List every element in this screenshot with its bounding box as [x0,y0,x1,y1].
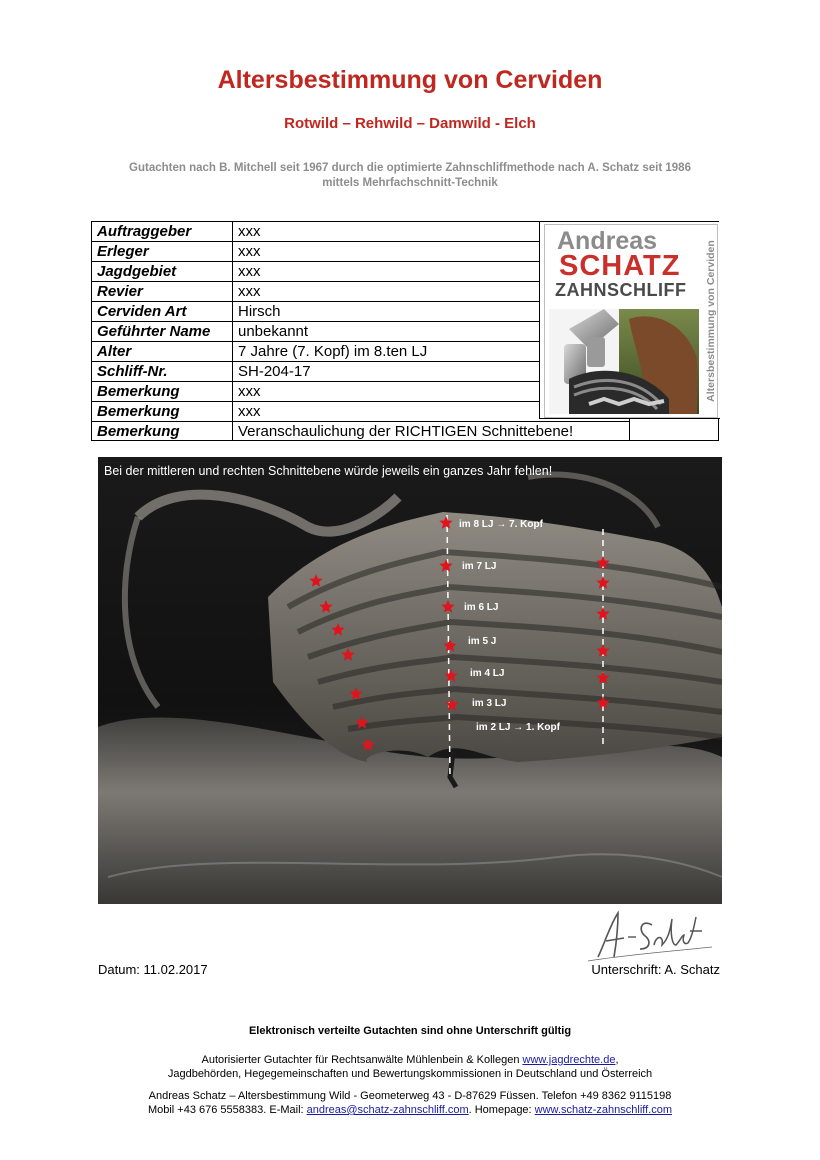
growth-line-label: im 6 LJ [464,602,499,613]
auth-text: Autorisierter Gutachter für Rechtsanwälte Mühlenbein & Kollegen [201,1054,523,1066]
field-value: Veranschaulichung der RICHTIGEN Schnittebene! [233,422,630,442]
homepage-link[interactable]: www.schatz-zahnschliff.com [534,1104,673,1116]
growth-line-label: im 3 LJ [472,698,507,709]
field-label: Bemerkung [92,382,233,402]
growth-line-label: im 5 J [468,636,497,647]
intro-text [0,161,820,191]
jagdrechte-link[interactable]: www.jagdrechte.de [522,1054,616,1066]
address-text: Andreas Schatz – Altersbestimmung Wild - Geometerweg 43 - D-87629 Füssen. Telefon +49 8362 9115198 [148,1090,672,1102]
growth-line-label: im 8 LJ → 7. Kopf [459,519,543,530]
field-label: Auftraggeber [92,222,233,242]
footer-authorization [0,1053,820,1081]
logo-image [549,309,699,414]
field-label: Revier [92,282,233,302]
field-label: Schliff-Nr. [92,362,233,382]
field-value: SH-204-17 [233,362,630,382]
growth-line-label: im 7 LJ [462,561,497,572]
intro-line-1: Gutachten nach B. Mitchell seit 1967 durch die optimierte Zahnschliffmethode nach A. Schatz seit 1986 [129,162,691,174]
field-label: Alter [92,342,233,362]
growth-line-label: im 4 LJ [470,668,505,679]
growth-line-label: im 2 LJ → 1. Kopf [476,722,560,733]
logo-schatz: SCHATZ [559,250,681,282]
field-value: xxx [233,262,630,282]
field-label: Cerviden Art [92,302,233,322]
field-label: Bemerkung [92,422,233,442]
photo-caption: Bei der mittleren und rechten Schnittebene würde jeweils ein ganzes Jahr fehlen! [104,464,553,478]
date-text: Datum: 11.02.2017 [98,962,208,977]
field-label: Jagdgebiet [92,262,233,282]
tooth-section-photo [98,457,722,904]
field-value: xxx [233,282,630,302]
intro-line-2: mittels Mehrfachschnitt-Technik [322,177,498,189]
field-value: xxx [233,222,630,242]
auth-line-2: Jagdbehörden, Hegegemeinschaften und Bewertungskommissionen in Deutschland und Österreich [167,1068,653,1080]
info-table-box [91,221,719,441]
field-value: unbekannt [233,322,630,342]
field-label: Geführter Name [92,322,233,342]
field-label: Erleger [92,242,233,262]
footer-note: Elektronisch verteilte Gutachten sind ohne Unterschrift gültig [248,1025,572,1037]
field-value: 7 Jahre (7. Kopf) im 8.ten LJ [233,342,630,362]
logo-vertical-text: Altersbestimmung von Cerviden [705,240,717,402]
signature-image [584,905,714,965]
logo [539,222,720,419]
field-value: xxx [233,402,630,422]
auth-end: , [615,1054,619,1066]
page-title: Altersbestimmung von Cerviden [217,66,603,94]
table-row [92,422,630,442]
field-value: xxx [233,382,630,402]
page-subtitle: Rotwild – Rehwild – Damwild - Elch [284,115,536,132]
mobile-text: Mobil +43 676 5558383. E-Mail: [147,1104,307,1116]
email-link[interactable]: andreas@schatz-zahnschliff.com [306,1104,469,1116]
field-label: Bemerkung [92,402,233,422]
logo-andreas: Andreas [557,227,658,255]
signature-text: Unterschrift: A. Schatz [591,962,720,977]
field-value: Hirsch [233,302,630,322]
footer-contact [0,1089,820,1117]
logo-zahnschliff: ZAHNSCHLIFF [555,280,687,300]
homepage-text: . Homepage: [468,1104,535,1116]
field-value: xxx [233,242,630,262]
